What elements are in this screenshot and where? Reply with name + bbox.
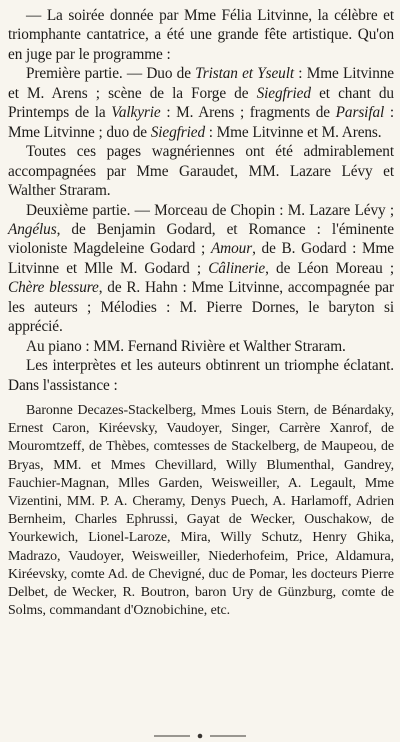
work-title: Tristan et Yseult (195, 65, 295, 83)
text-run: , de Benjamin Godard, et Romance : l'éminente violoniste Magdeleine Godard ; (8, 220, 394, 258)
separator-ornament (150, 732, 250, 740)
accompaniment-paragraph: Toutes ces pages wagnériennes ont été admirablement accompagnées par Mme Garaudet, MM. Lazare Lévy et Walther Straram. (8, 143, 394, 200)
program-part-two-paragraph (8, 201, 394, 337)
work-title: Amour (210, 240, 253, 258)
intro-paragraph: — La soirée donnée par Mme Félia Litvinne, la célèbre et triomphante cantatrice, a été une grande fête artistique. Qu'on en juge par le programme : (8, 7, 394, 63)
work-title: Siegfried (150, 123, 206, 141)
text-run: : Mme Litvinne ; duo de (8, 104, 395, 141)
attendees-paragraph: Baronne Decazes-Stackelberg, Mmes Louis Stern, de Bénardaky, Ernest Caron, Kiréevsky, Vaudoyer, Singer, Carrère Xanrof, de Mouromtzeff, de Thèbes, comtesses de Stackelberg, de Maupeou, de Bryas, MM. et Mmes Chevillard, Willy Blumenthal, Gandrey, Fauchier-Magnan, Mlles Garden, Weisweiller, A. Legault, Mme Vizentini, MM. P. A. Cheramy, Denys Puech, A. Harlamoff, Adrien Bernheim, Charles Ephrussi, Gayat de Wecker, Ouschakow, de Yourkewich, Lionel-Laroze, Mira, Willy Schutz, Henry Ghika, Madrazo, Vaudoyer, Weisweiller, Niederhofeim, Price, Aldamura, Kiréevsky, comte Ad. de Chevigné, duc de Pomar, les docteurs Pierre Delbet, de Wecker, R. Boutron, baron Ury de Günzburg, comte de Solms, commandant d'Oznobichine, etc. (8, 403, 394, 619)
work-title: Chère blessure (8, 279, 99, 297)
text-run: et chant du Printemps de la (8, 84, 394, 122)
work-title: Valkyrie (111, 104, 161, 122)
work-title: Câlinerie (208, 259, 266, 277)
program-part-one-paragraph (8, 64, 394, 142)
text-run: : Mme Litvinne et M. Arens. (205, 123, 382, 141)
text-run: , de R. Hahn : Mme Litvinne, accompagnée par les auteurs ; Mélodies : M. Pierre Dornes, le baryton si apprécié. (8, 279, 394, 336)
text-run: , de B. Godard : Mme Litvinne et Mlle M. Godard ; (8, 240, 394, 277)
text-run: : Mme Litvinne et M. Arens ; scène de la Forge de (8, 65, 394, 102)
text-run: Deuxième partie. — Morceau de Chopin : M. Lazare Lévy ; (26, 201, 394, 219)
piano-paragraph: Au piano : MM. Fernand Rivière et Walther Straram. (26, 337, 346, 355)
text-run: , de Léon Moreau ; (265, 259, 394, 277)
article-column (8, 6, 394, 621)
text-run: : M. Arens ; fragments de (160, 104, 336, 122)
text-run: Première partie. — Duo de (26, 65, 196, 83)
work-title: Parsifal (335, 104, 385, 122)
triumph-paragraph: Les interprètes et les auteurs obtinrent un triomphe éclatant. Dans l'assistance : (8, 357, 394, 394)
work-title: Siegfried (256, 84, 311, 102)
work-title: Angélus (8, 220, 57, 238)
